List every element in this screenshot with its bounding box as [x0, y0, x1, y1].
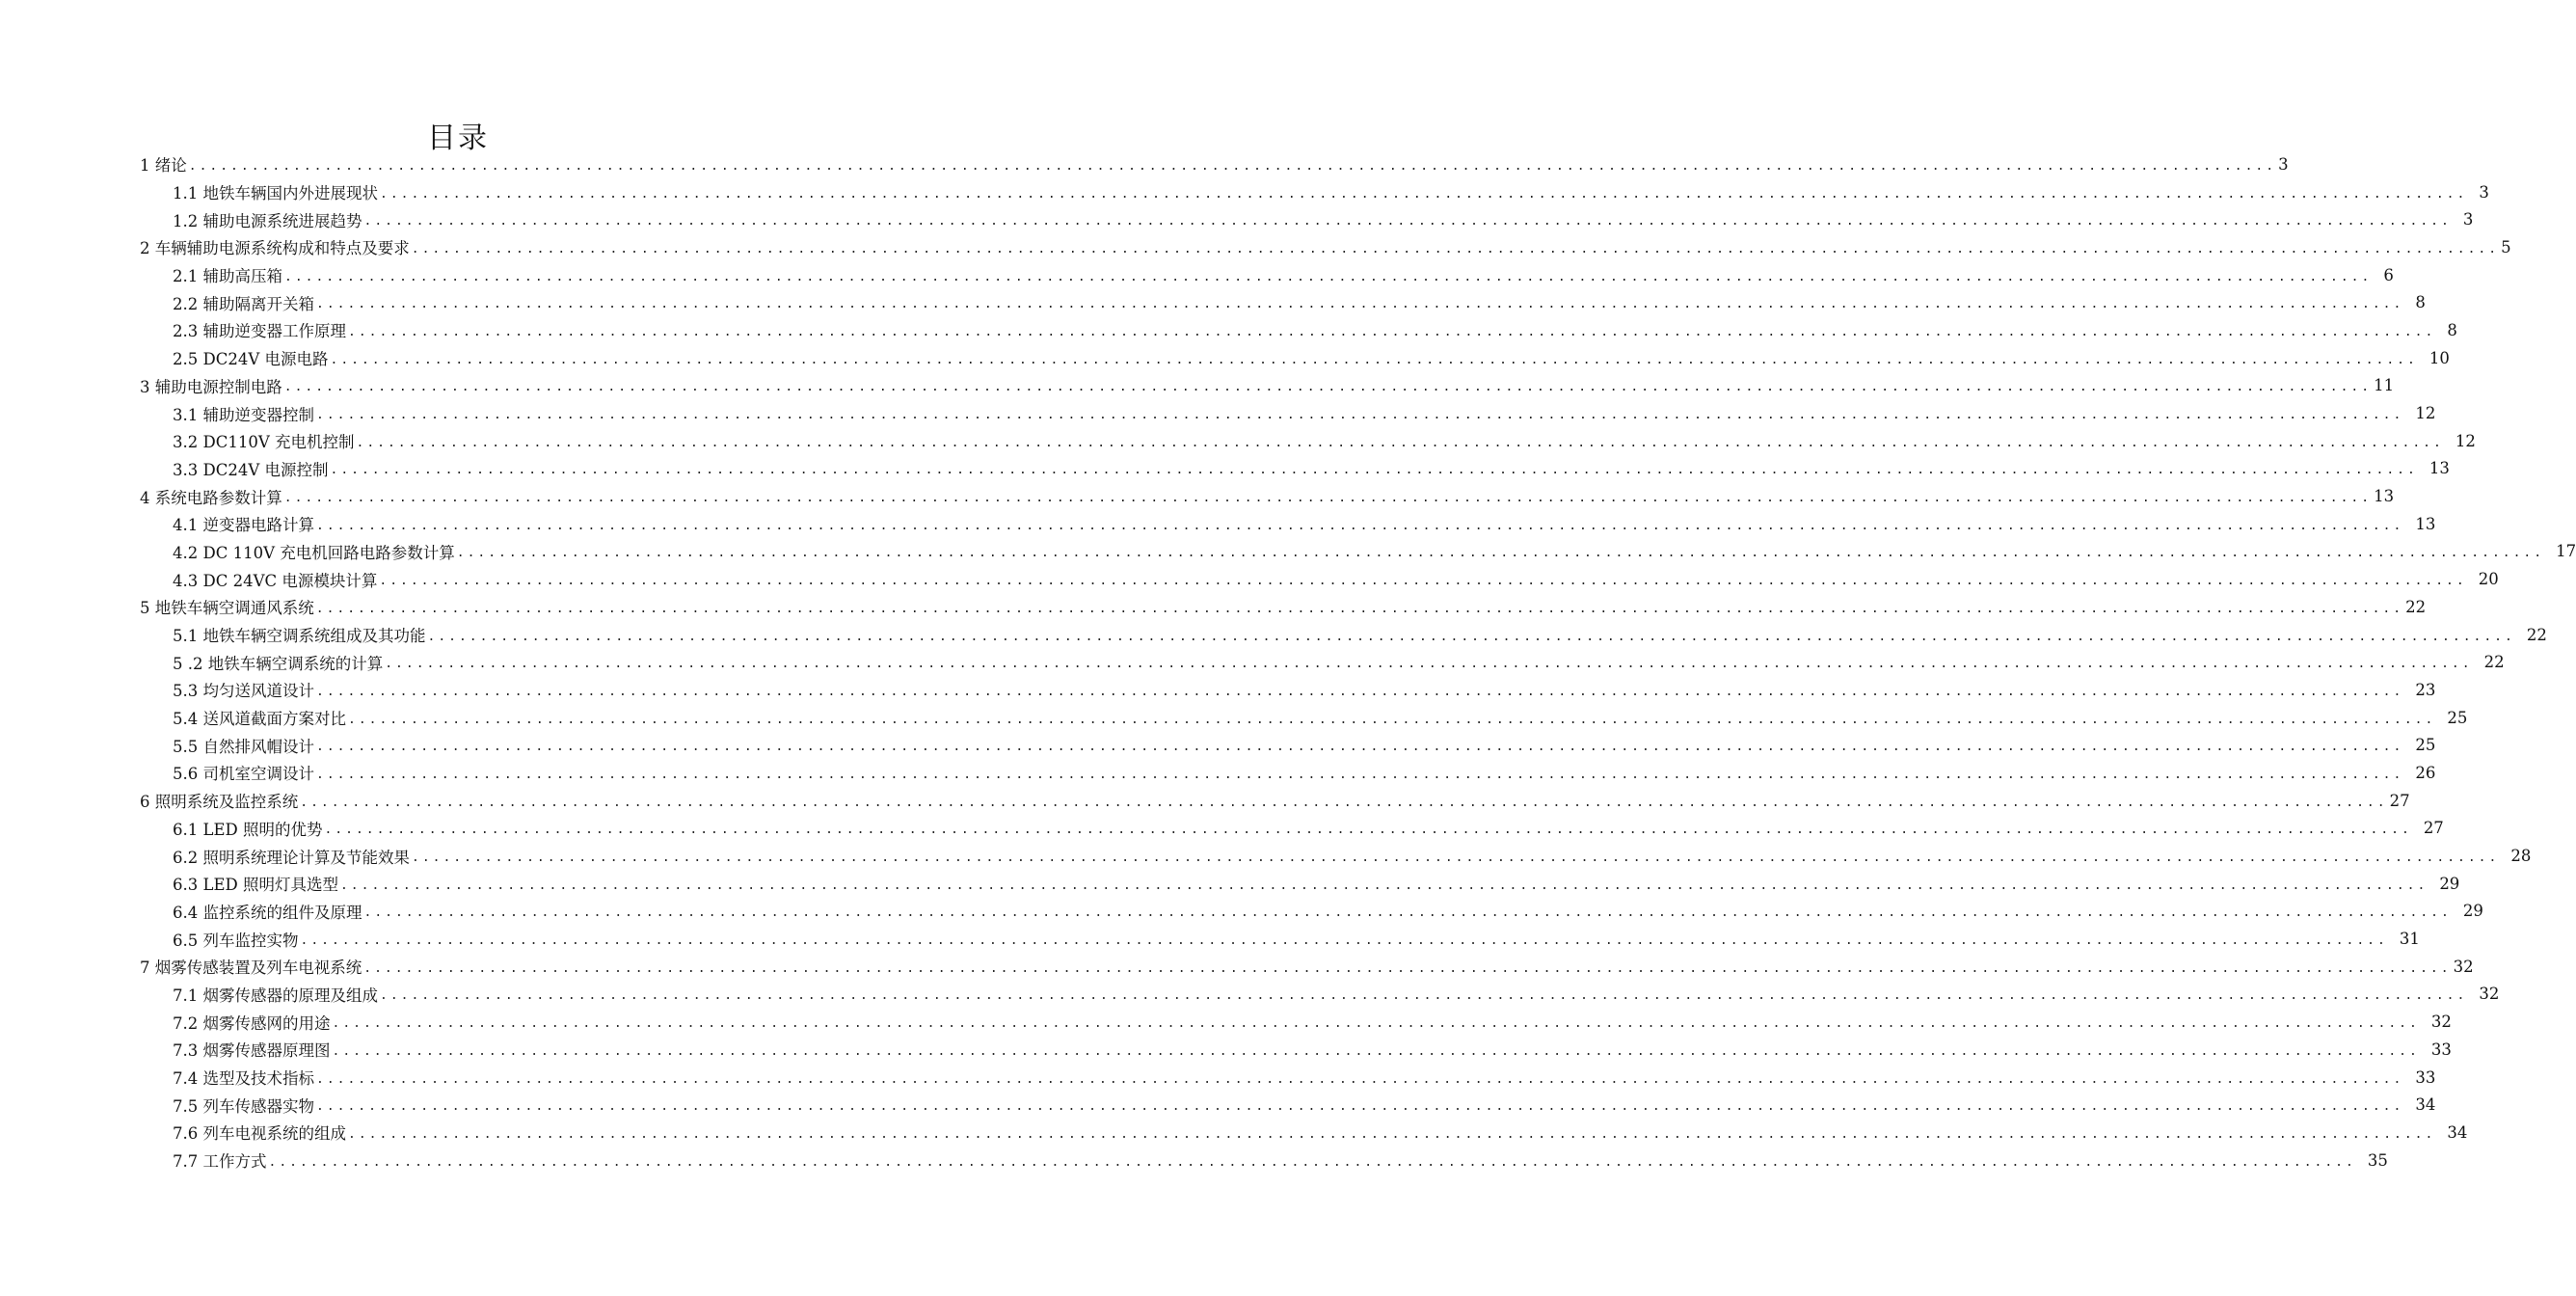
- toc-leader-dots: ........................................................................................................................................................................................................: [356, 435, 2444, 450]
- toc-entry-page: 13: [2428, 459, 2450, 478]
- toc-leader-dots: ........................................................................................................................................................................................................: [316, 740, 2404, 755]
- toc-leader-dots: ........................................................................................................................................................................................................: [412, 850, 2500, 866]
- toc-leader-dots: ........................................................................................................................................................................................................: [283, 491, 2373, 506]
- toc-leader-dots: ........................................................................................................................................................................................................: [427, 629, 2515, 644]
- toc-entry[interactable]: [140, 510, 2436, 538]
- toc-entry[interactable]: [140, 372, 2395, 400]
- toc-leader-dots: ........................................................................................................................................................................................................: [283, 380, 2373, 395]
- toc-entry-label: 7.4 选型及技术指标: [173, 1069, 314, 1089]
- toc-leader-dots: ........................................................................................................................................................................................................: [316, 1099, 2404, 1115]
- toc-entry-label: 6.3 LED 照明灯具选型: [173, 876, 338, 895]
- toc-leader-dots: ........................................................................................................................................................................................................: [330, 463, 2418, 478]
- toc-entry[interactable]: [140, 1091, 2436, 1119]
- toc-entry-page: 20: [2478, 570, 2499, 589]
- toc-entry[interactable]: [140, 925, 2420, 953]
- toc-entry-page: 23: [2415, 680, 2436, 699]
- toc-entry-label: 3.2 DC110V 充电机控制: [173, 433, 355, 452]
- toc-entry-label: 4.3 DC 24VC 电源模块计算: [173, 571, 378, 590]
- toc-entry-page: 10: [2428, 348, 2450, 367]
- toc-leader-dots: ........................................................................................................................................................................................................: [300, 933, 2388, 949]
- toc-entry[interactable]: [140, 205, 2474, 233]
- toc-entry-label: 1.1 地铁车辆国内外进展现状: [173, 184, 378, 203]
- toc-entry-label: 6.5 列车监控实物: [173, 931, 299, 950]
- toc-leader-dots: ........................................................................................................................................................................................................: [348, 324, 2436, 339]
- toc-entry-label: 2.2 辅助隔离开关箱: [173, 294, 314, 313]
- toc-entry[interactable]: [140, 261, 2394, 289]
- toc-entry[interactable]: [140, 842, 2532, 870]
- toc-entry-label: 7.3 烟雾传感器原理图: [173, 1041, 331, 1061]
- toc-entry[interactable]: [140, 676, 2436, 704]
- toc-entry-page: 29: [2462, 902, 2483, 921]
- toc-entry-page: 34: [2415, 1095, 2436, 1115]
- toc-entry-page: 13: [2374, 487, 2395, 506]
- toc-entry[interactable]: [140, 704, 2468, 732]
- toc-entry-page: 12: [2415, 404, 2436, 423]
- toc-entry-page: 17: [2556, 542, 2576, 561]
- toc-entry-page: 25: [2415, 736, 2436, 755]
- toc-entry-page: 35: [2367, 1150, 2388, 1170]
- toc-entry-page: 22: [2483, 653, 2505, 672]
- toc-leader-dots: ........................................................................................................................................................................................................: [379, 574, 2467, 589]
- toc-entry[interactable]: [140, 870, 2460, 898]
- toc-entry[interactable]: [140, 427, 2476, 455]
- toc-entry-page: 6: [2383, 265, 2394, 284]
- toc-leader-dots: ........................................................................................................................................................................................................: [339, 878, 2428, 893]
- toc-entry-page: 3: [2479, 182, 2489, 202]
- toc-leader-dots: ........................................................................................................................................................................................................: [363, 214, 2452, 230]
- toc-entry[interactable]: [140, 787, 2410, 815]
- toc-entry-label: 4.1 逆变器电路计算: [173, 516, 314, 535]
- toc-entry-page: 34: [2447, 1122, 2468, 1142]
- toc-entry-label: 6 照明系统及监控系统: [140, 793, 299, 812]
- toc-leader-dots: ........................................................................................................................................................................................................: [188, 158, 2277, 174]
- toc-leader-dots: ........................................................................................................................................................................................................: [380, 988, 2468, 1004]
- toc-entry-label: 4.2 DC 110V 充电机回路电路参数计算: [173, 543, 455, 562]
- toc-leader-dots: ........................................................................................................................................................................................................: [316, 408, 2404, 423]
- toc-entry-label: 5.1 地铁车辆空调系统组成及其功能: [173, 627, 426, 646]
- toc-entry-label: 2.3 辅助逆变器工作原理: [173, 322, 346, 341]
- toc-entry[interactable]: [140, 482, 2395, 510]
- toc-entry-page: 33: [2430, 1040, 2452, 1059]
- toc-entry[interactable]: [140, 1064, 2436, 1092]
- toc-entry[interactable]: [140, 731, 2436, 759]
- toc-entry-page: 13: [2415, 514, 2436, 533]
- toc-entry-label: 6.2 照明系统理论计算及节能效果: [173, 848, 410, 867]
- toc-leader-dots: ........................................................................................................................................................................................................: [380, 186, 2468, 202]
- page-title: 目录: [427, 122, 489, 155]
- toc-entry-label: 7.7 工作方式: [173, 1152, 267, 1172]
- toc-entry-page: 32: [2479, 985, 2500, 1004]
- toc-leader-dots: ........................................................................................................................................................................................................: [348, 712, 2436, 727]
- toc-leader-dots: ........................................................................................................................................................................................................: [324, 823, 2412, 838]
- toc-entry-page: 32: [2430, 1012, 2452, 1032]
- toc-entry-label: 7.1 烟雾传感器的原理及组成: [173, 986, 378, 1005]
- toc-entry-label: 3 辅助电源控制电路: [140, 377, 282, 396]
- toc-entry-label: 6.1 LED 照明的优势: [173, 820, 323, 839]
- toc-entry[interactable]: [140, 621, 2547, 649]
- toc-leader-dots: ........................................................................................................................................................................................................: [316, 767, 2404, 782]
- toc-entry-label: 7.5 列车传感器实物: [173, 1096, 314, 1116]
- toc-entry-label: 2.1 辅助高压箱: [173, 267, 282, 286]
- toc-entry[interactable]: [140, 593, 2427, 621]
- toc-leader-dots: ........................................................................................................................................................................................................: [363, 905, 2452, 921]
- toc-entry-label: 3.1 辅助逆变器控制: [173, 405, 314, 424]
- toc-entry[interactable]: [140, 316, 2457, 344]
- toc-entry-label: 4 系统电路参数计算: [140, 488, 282, 507]
- toc-entry[interactable]: [140, 1147, 2388, 1174]
- toc-leader-dots: ........................................................................................................................................................................................................: [332, 1043, 2420, 1059]
- toc-entry[interactable]: [140, 399, 2436, 427]
- toc-entry[interactable]: [140, 344, 2450, 372]
- toc-entry-page: 3: [2278, 154, 2289, 174]
- toc-entry-page: 29: [2439, 874, 2460, 893]
- toc-leader-dots: ........................................................................................................................................................................................................: [332, 1016, 2420, 1032]
- toc-entry[interactable]: [140, 150, 2289, 178]
- toc-entry-page: 31: [2399, 930, 2420, 949]
- toc-entry[interactable]: [140, 898, 2483, 926]
- toc-entry-label: 5.6 司机室空调设计: [173, 765, 314, 784]
- toc-entry-label: 7 烟雾传感装置及列车电视系统: [140, 958, 362, 978]
- toc-entry-label: 5 地铁车辆空调通风系统: [140, 599, 314, 618]
- toc-entry-page: 33: [2415, 1067, 2436, 1087]
- toc-entry-page: 3: [2462, 210, 2474, 230]
- toc-entry-label: 2 车辆辅助电源系统构成和特点及要求: [140, 239, 410, 258]
- toc-entry-page: 27: [2423, 819, 2444, 838]
- toc-entry-label: 7.6 列车电视系统的组成: [173, 1124, 346, 1144]
- toc-leader-dots: ........................................................................................................................................................................................................: [284, 269, 2373, 284]
- toc-entry[interactable]: [140, 981, 2500, 1009]
- toc-leader-dots: ........................................................................................................................................................................................................: [300, 795, 2388, 810]
- toc-entry[interactable]: [140, 565, 2499, 593]
- toc-entry-page: 22: [2526, 625, 2547, 644]
- toc-entry[interactable]: [140, 815, 2444, 843]
- toc-entry-label: 3.3 DC24V 电源控制: [173, 460, 329, 479]
- toc-leader-dots: ........................................................................................................................................................................................................: [316, 297, 2404, 312]
- toc-entry-page: 26: [2415, 763, 2436, 782]
- toc-entry-label: 2.5 DC24V 电源电路: [173, 350, 329, 369]
- toc-entry-page: 28: [2510, 847, 2532, 866]
- toc-leader-dots: ........................................................................................................................................................................................................: [363, 960, 2452, 976]
- toc-entry-label: 6.4 监控系统的组件及原理: [173, 903, 362, 922]
- toc-leader-dots: ........................................................................................................................................................................................................: [385, 657, 2473, 672]
- toc-entry-page: 12: [2455, 431, 2476, 450]
- toc-entry[interactable]: [140, 953, 2474, 981]
- toc-entry-page: 8: [2415, 293, 2426, 312]
- toc-leader-dots: ........................................................................................................................................................................................................: [316, 1071, 2404, 1087]
- toc-entry-page: 5: [2501, 237, 2511, 256]
- toc-leader-dots: ........................................................................................................................................................................................................: [268, 1154, 2356, 1170]
- toc-entry-page: 11: [2374, 376, 2395, 395]
- toc-leader-dots: ........................................................................................................................................................................................................: [330, 352, 2418, 367]
- toc-entry[interactable]: [140, 1036, 2452, 1064]
- toc-leader-dots: ........................................................................................................................................................................................................: [315, 601, 2404, 616]
- toc-entry-page: 27: [2389, 791, 2410, 810]
- toc-leader-dots: ........................................................................................................................................................................................................: [456, 546, 2545, 561]
- toc-entry[interactable]: [140, 648, 2505, 676]
- toc-entry[interactable]: [140, 1008, 2452, 1036]
- toc-entry[interactable]: [140, 178, 2489, 206]
- table-of-contents: [140, 150, 2576, 1174]
- toc-entry[interactable]: [140, 233, 2511, 261]
- toc-entry-label: 5.4 送风道截面方案对比: [173, 710, 346, 729]
- toc-entry[interactable]: [140, 1119, 2468, 1147]
- toc-entry[interactable]: [140, 455, 2450, 483]
- toc-leader-dots: ........................................................................................................................................................................................................: [411, 241, 2500, 256]
- toc-entry-page: 22: [2405, 597, 2427, 616]
- toc-entry-page: 25: [2447, 708, 2468, 727]
- toc-leader-dots: ........................................................................................................................................................................................................: [316, 684, 2404, 699]
- toc-entry-label: 1 绪论: [140, 156, 187, 176]
- toc-leader-dots: ........................................................................................................................................................................................................: [348, 1126, 2436, 1142]
- toc-entry-label: 7.2 烟雾传感网的用途: [173, 1013, 331, 1033]
- toc-entry-label: 5.3 均匀送风道设计: [173, 682, 314, 701]
- toc-entry-label: 5.5 自然排风帽设计: [173, 737, 314, 756]
- toc-leader-dots: ........................................................................................................................................................................................................: [316, 518, 2404, 533]
- toc-entry[interactable]: [140, 538, 2576, 566]
- toc-entry-label: 5 .2 地铁车辆空调系统的计算: [173, 654, 384, 673]
- toc-entry[interactable]: [140, 759, 2436, 787]
- toc-entry[interactable]: [140, 288, 2426, 316]
- toc-entry-label: 1.2 辅助电源系统进展趋势: [173, 211, 362, 230]
- toc-entry-page: 32: [2453, 957, 2474, 976]
- toc-entry-page: 8: [2447, 320, 2457, 339]
